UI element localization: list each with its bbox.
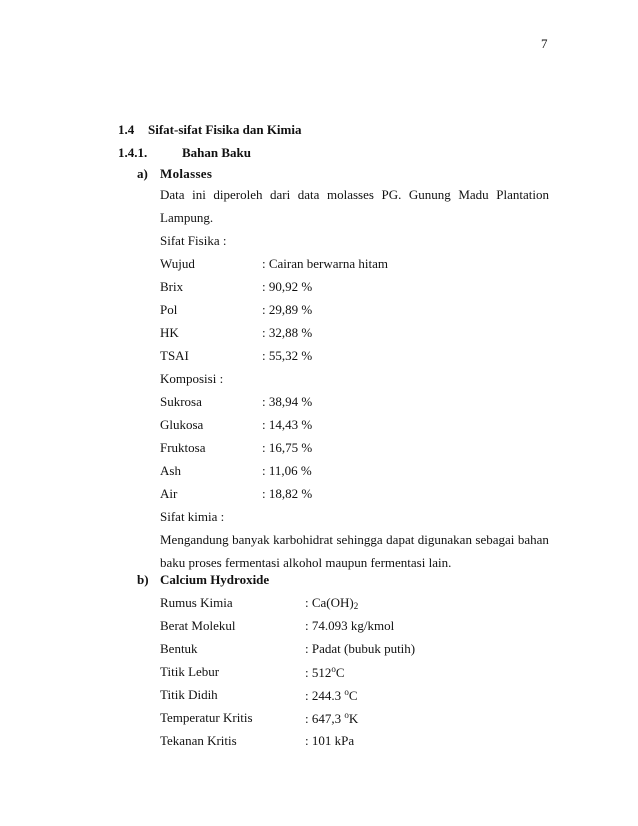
page-number: 7 [541, 36, 548, 51]
kimia-word: Mengandung [160, 532, 229, 547]
item-marker-a: a) [137, 166, 148, 181]
kimia-word: bahan [517, 532, 549, 547]
kimia-word: dapat [386, 532, 415, 547]
subsection-title: Bahan Baku [182, 145, 252, 160]
degree-superscript: o [331, 664, 336, 674]
value-unit: C [335, 665, 345, 680]
calcium-prop-label: Temperatur Kritis [160, 710, 253, 725]
fisika-label: Wujud [160, 256, 195, 271]
komposisi-value: : 18,82 % [262, 486, 313, 501]
calcium-prop-value: : Padat (bubuk putih) [305, 641, 416, 656]
komposisi-label: Ash [160, 463, 181, 478]
calcium-prop-value [305, 595, 358, 611]
calcium-prop-value [305, 687, 358, 704]
fisika-label: HK [160, 325, 179, 340]
kimia-word: banyak [232, 532, 270, 547]
subsection-number: 1.4.1. [118, 145, 148, 160]
intro-word: Data [160, 187, 185, 202]
fisika-label: TSAI [160, 348, 189, 363]
calcium-prop-label: Tekanan Kritis [160, 733, 237, 748]
value-unit: K [348, 711, 359, 726]
value-unit: C [348, 688, 358, 703]
kimia-word: digunakan [417, 532, 472, 547]
calcium-prop-label: Berat Molekul [160, 618, 236, 633]
komposisi-value: : 14,43 % [262, 417, 313, 432]
kimia-line2: baku proses fermentasi alkohol maupun fermentasi lain. [160, 555, 452, 570]
intro-word: dari [270, 187, 291, 202]
item-marker-b: b) [137, 572, 149, 587]
fisika-label: Pol [160, 302, 178, 317]
fisika-value: : Cairan berwarna hitam [262, 256, 388, 271]
kimia-word: sehingga [336, 532, 383, 547]
komposisi-label: Fruktosa [160, 440, 206, 455]
fisika-label: Brix [160, 279, 184, 294]
degree-superscript: o [344, 687, 349, 697]
section-number: 1.4 [118, 122, 135, 137]
intro-word: molasses [326, 187, 374, 202]
fisika-value: : 29,89 % [262, 302, 313, 317]
value-text: : 244.3 [305, 688, 345, 703]
intro-word: PG. [381, 187, 402, 202]
intro-word: Madu [458, 187, 489, 202]
komposisi-value: : 16,75 % [262, 440, 313, 455]
calcium-prop-value: : 101 kPa [305, 733, 355, 748]
kimia-heading: Sifat kimia : [160, 509, 225, 524]
intro-word: Plantation [496, 187, 549, 202]
kimia-word: karbohidrat [273, 532, 334, 547]
calcium-title: Calcium Hydroxide [160, 572, 270, 587]
komposisi-label: Glukosa [160, 417, 204, 432]
fisika-value: : 55,32 % [262, 348, 313, 363]
intro-word: ini [192, 187, 206, 202]
fisika-value: : 90,92 % [262, 279, 313, 294]
kimia-word: sebagai [475, 532, 515, 547]
komposisi-value: : 11,06 % [262, 463, 312, 478]
calcium-prop-value [305, 664, 345, 681]
calcium-prop-label: Bentuk [160, 641, 198, 656]
value-text: : 512 [305, 665, 332, 680]
value-text: : 647,3 [305, 711, 345, 726]
fisika-value: : 32,88 % [262, 325, 313, 340]
intro-word: data [297, 187, 320, 202]
kimia-line1 [160, 532, 549, 548]
komposisi-value: : 38,94 % [262, 394, 313, 409]
calcium-prop-value: : 74.093 kg/kmol [305, 618, 395, 633]
calcium-prop-label: Titik Lebur [160, 664, 220, 679]
molasses-title: Molasses [160, 166, 213, 181]
molasses-intro-line2: Lampung. [160, 210, 214, 225]
fisika-heading: Sifat Fisika : [160, 233, 227, 248]
calcium-prop-value [305, 710, 358, 727]
intro-word: Gunung [408, 187, 451, 202]
intro-word: diperoleh [213, 187, 263, 202]
komposisi-label: Sukrosa [160, 394, 202, 409]
degree-superscript: o [344, 710, 349, 720]
value-text: : Ca(OH) [305, 595, 354, 610]
value-subscript: 2 [353, 601, 359, 611]
komposisi-label: Air [160, 486, 178, 501]
komposisi-heading: Komposisi : [160, 371, 224, 386]
molasses-intro-line1 [160, 187, 549, 203]
section-title: Sifat-sifat Fisika dan Kimia [148, 122, 302, 137]
calcium-prop-label: Titik Didih [160, 687, 218, 702]
calcium-prop-label: Rumus Kimia [160, 595, 233, 610]
